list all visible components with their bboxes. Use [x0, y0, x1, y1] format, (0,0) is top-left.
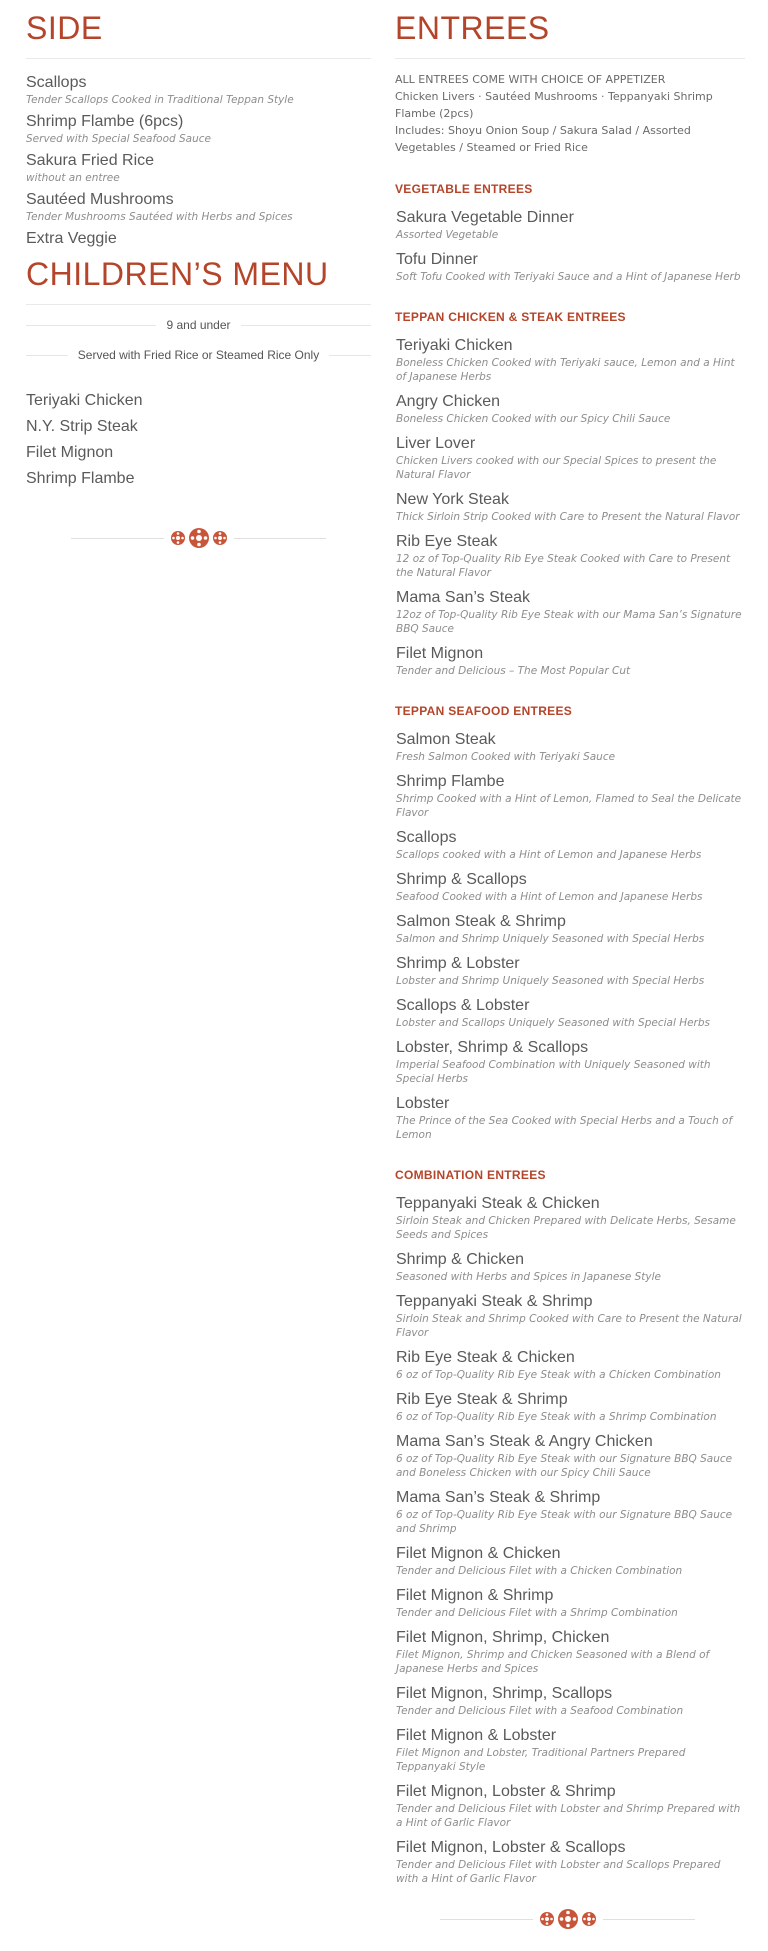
entree-group — [395, 1168, 745, 1886]
menu-item — [395, 1684, 745, 1718]
children-menu-title: CHILDREN’S MENU — [26, 254, 371, 305]
item-description: Sirloin Steak and Shrimp Cooked with Care to Present the Natural Flavor — [396, 1313, 742, 1339]
item-name: Sakura Vegetable Dinner — [396, 209, 574, 226]
item-description: Tender Mushrooms Sautéed with Herbs and Spices — [26, 211, 293, 223]
item-name: Shrimp & Scallops — [396, 871, 527, 888]
intro-appetizer-note: ALL ENTREES COME WITH CHOICE OF APPETIZER — [395, 73, 666, 86]
menu-item — [395, 1348, 745, 1382]
menu-item — [395, 1292, 745, 1340]
item-name: Shrimp Flambe — [396, 773, 505, 790]
menu-item — [395, 912, 745, 946]
item-description: Filet Mignon, Shrimp and Chicken Seasoned with a Blend of Japanese Herbs and Spices — [396, 1649, 710, 1675]
item-description: without an entree — [26, 172, 120, 184]
item-name: Salmon Steak & Shrimp — [396, 913, 566, 930]
small-flower-icon — [581, 1911, 597, 1927]
menu-item — [395, 1488, 745, 1536]
item-name: Teriyaki Chicken — [396, 337, 513, 354]
large-flower-icon — [188, 527, 210, 549]
item-description: Chicken Livers cooked with our Special Spices to present the Natural Flavor — [396, 455, 717, 481]
menu-item — [395, 1628, 745, 1676]
item-name: Shrimp Flambe (6pcs) — [26, 113, 184, 130]
children-age-note: 9 and under — [26, 315, 371, 335]
intro-includes: Includes: Shoyu Onion Soup / Sakura Salad / Assorted Vegetables / Steamed or Fried Rice — [395, 124, 691, 154]
menu-item — [395, 870, 745, 904]
group-title: TEPPAN CHICKEN & STEAK ENTREES — [395, 310, 626, 324]
item-description: Scallops cooked with a Hint of Lemon and Japanese Herbs — [396, 849, 702, 861]
item-description: The Prince of the Sea Cooked with Special Herbs and a Touch of Lemon — [396, 1115, 733, 1141]
item-description: Thick Sirloin Strip Cooked with Care to Present the Natural Flavor — [396, 511, 740, 523]
small-flower-icon — [539, 1911, 555, 1927]
menu-item — [395, 1038, 745, 1086]
item-description: Tender and Delicious Filet with Lobster and Scallops Prepared with a Hint of Garlic Flavor — [396, 1859, 721, 1885]
entree-group — [395, 310, 745, 678]
item-name: Mama San’s Steak & Angry Chicken — [396, 1433, 653, 1450]
item-description: Seasoned with Herbs and Spices in Japanese Style — [396, 1271, 662, 1283]
item-name: Lobster, Shrimp & Scallops — [396, 1039, 589, 1056]
item-name: Filet Mignon, Lobster & Shrimp — [396, 1783, 616, 1800]
item-description: Seafood Cooked with a Hint of Lemon and Japanese Herbs — [396, 891, 703, 903]
flower-ornament-icon — [164, 527, 234, 549]
item-name: Shrimp & Chicken — [396, 1251, 525, 1268]
menu-item — [395, 532, 745, 580]
entrees-title: ENTREES — [395, 8, 745, 59]
menu-item — [395, 392, 745, 426]
menu-item — [395, 434, 745, 482]
entree-group — [395, 182, 745, 284]
item-name: Filet Mignon & Lobster — [396, 1727, 557, 1744]
item-description: Tender Scallops Cooked in Traditional Teppan Style — [26, 94, 294, 106]
item-name: Rib Eye Steak — [396, 533, 498, 550]
group-title: VEGETABLE ENTREES — [395, 182, 533, 196]
item-name: Filet Mignon, Shrimp, Chicken — [396, 1629, 610, 1646]
left-column — [26, 8, 371, 549]
item-description: Assorted Vegetable — [396, 229, 499, 241]
item-description: 12 oz of Top-Quality Rib Eye Steak Cooked with Care to Present the Natural Flavor — [396, 553, 731, 579]
item-description: Sirloin Steak and Chicken Prepared with Delicate Herbs, Sesame Seeds and Spices — [396, 1215, 736, 1241]
item-description: Tender and Delicious – The Most Popular Cut — [396, 665, 631, 677]
menu-item — [26, 151, 371, 185]
menu-item — [26, 229, 371, 249]
menu-item — [395, 1250, 745, 1284]
menu-item — [395, 1544, 745, 1578]
item-name: Shrimp & Lobster — [396, 955, 520, 972]
menu-item — [26, 112, 371, 146]
right-column — [395, 8, 745, 1894]
item-description: 12oz of Top-Quality Rib Eye Steak with our Mama San’s Signature BBQ Sauce — [396, 609, 742, 635]
item-description: Tender and Delicious Filet with a Chicken Combination — [396, 1565, 683, 1577]
item-description: 6 oz of Top-Quality Rib Eye Steak with our Signature BBQ Sauce and Shrimp — [396, 1509, 733, 1535]
item-name: Rib Eye Steak & Shrimp — [396, 1391, 568, 1408]
item-name: Filet Mignon, Shrimp, Scallops — [396, 1685, 613, 1702]
item-name: Mama San’s Steak & Shrimp — [396, 1489, 601, 1506]
menu-item — [395, 1838, 745, 1886]
children-item-name: N.Y. Strip Steak — [26, 418, 138, 435]
item-description: Served with Special Seafood Sauce — [26, 133, 211, 145]
item-description: Boneless Chicken Cooked with Teriyaki sauce, Lemon and a Hint of Japanese Herbs — [396, 357, 735, 383]
ornament-divider — [71, 527, 326, 549]
group-title: TEPPAN SEAFOOD ENTREES — [395, 704, 573, 718]
menu-item — [395, 1432, 745, 1480]
item-name: Teppanyaki Steak & Shrimp — [396, 1293, 593, 1310]
item-description: Imperial Seafood Combination with Uniquely Seasoned with Special Herbs — [396, 1059, 711, 1085]
flower-ornament-icon — [533, 1908, 603, 1930]
entrees-intro — [395, 71, 745, 156]
item-description: Tender and Delicious Filet with a Seafood Combination — [396, 1705, 684, 1717]
menu-item — [395, 208, 745, 242]
intro-appetizer-list: Chicken Livers · Sautéed Mushrooms · Teppanyaki Shrimp Flambe (2pcs) — [395, 90, 713, 120]
menu-item — [395, 828, 745, 862]
menu-item — [395, 588, 745, 636]
menu-item — [395, 954, 745, 988]
entree-group — [395, 704, 745, 1142]
item-description: 6 oz of Top-Quality Rib Eye Steak with our Signature BBQ Sauce and Boneless Chicken with our Spicy Chili Sauce — [396, 1453, 733, 1479]
item-description: Tender and Delicious Filet with Lobster and Shrimp Prepared with a Hint of Garlic Flavor — [396, 1803, 741, 1829]
menu-item — [395, 1390, 745, 1424]
item-description: Fresh Salmon Cooked with Teriyaki Sauce — [396, 751, 616, 763]
menu-item — [395, 490, 745, 524]
item-name: Filet Mignon & Chicken — [396, 1545, 561, 1562]
bottom-ornament-divider — [440, 1908, 695, 1930]
item-name: Filet Mignon & Shrimp — [396, 1587, 554, 1604]
item-description: Boneless Chicken Cooked with our Spicy Chili Sauce — [396, 413, 671, 425]
item-name: Teppanyaki Steak & Chicken — [396, 1195, 600, 1212]
menu-item — [395, 730, 745, 764]
item-name: New York Steak — [396, 491, 509, 508]
menu-item — [26, 73, 371, 107]
menu-item — [395, 1782, 745, 1830]
menu-item — [395, 772, 745, 820]
item-description: Lobster and Scallops Uniquely Seasoned with Special Herbs — [396, 1017, 711, 1029]
item-name: Sakura Fried Rice — [26, 152, 155, 169]
item-name: Liver Lover — [396, 435, 476, 452]
item-name: Scallops — [396, 829, 457, 846]
item-name: Filet Mignon — [396, 645, 484, 662]
item-description: Tender and Delicious Filet with a Shrimp Combination — [396, 1607, 678, 1619]
item-name: Sautéed Mushrooms — [26, 191, 174, 208]
item-name: Filet Mignon, Lobster & Scallops — [396, 1839, 626, 1856]
item-name: Rib Eye Steak & Chicken — [396, 1349, 575, 1366]
small-flower-icon — [212, 530, 228, 546]
menu-item — [395, 644, 745, 678]
children-item-name: Shrimp Flambe — [26, 470, 135, 487]
item-description: 6 oz of Top-Quality Rib Eye Steak with a Chicken Combination — [396, 1369, 721, 1381]
item-name: Tofu Dinner — [396, 251, 478, 268]
menu-item — [395, 250, 745, 284]
menu-item — [395, 1194, 745, 1242]
item-name: Salmon Steak — [396, 731, 496, 748]
item-description: Salmon and Shrimp Uniquely Seasoned with Special Herbs — [396, 933, 705, 945]
item-name: Mama San’s Steak — [396, 589, 530, 606]
item-name: Lobster — [396, 1095, 450, 1112]
item-description: 6 oz of Top-Quality Rib Eye Steak with a Shrimp Combination — [396, 1411, 717, 1423]
item-name: Scallops — [26, 74, 87, 91]
children-list — [26, 391, 371, 489]
menu-item — [395, 1094, 745, 1142]
item-name: Angry Chicken — [396, 393, 501, 410]
side-title: SIDE — [26, 8, 371, 59]
children-item-name: Filet Mignon — [26, 444, 114, 461]
group-title: COMBINATION ENTREES — [395, 1168, 546, 1182]
menu-item — [26, 190, 371, 224]
item-description: Filet Mignon and Lobster, Traditional Partners Prepared Teppanyaki Style — [396, 1747, 686, 1773]
small-flower-icon — [170, 530, 186, 546]
menu-item — [395, 1586, 745, 1620]
item-description: Lobster and Shrimp Uniquely Seasoned with Special Herbs — [396, 975, 705, 987]
item-name: Extra Veggie — [26, 230, 117, 247]
children-item-name: Teriyaki Chicken — [26, 392, 143, 409]
item-name: Scallops & Lobster — [396, 997, 530, 1014]
item-description: Shrimp Cooked with a Hint of Lemon, Flamed to Seal the Delicate Flavor — [396, 793, 742, 819]
menu-item — [395, 996, 745, 1030]
menu-item — [395, 1726, 745, 1774]
large-flower-icon — [557, 1908, 579, 1930]
menu-item — [395, 336, 745, 384]
side-list — [26, 73, 371, 249]
item-description: Soft Tofu Cooked with Teriyaki Sauce and a Hint of Japanese Herb — [396, 271, 741, 283]
children-served-note: Served with Fried Rice or Steamed Rice Only — [26, 345, 371, 365]
entree-groups — [395, 182, 745, 1886]
